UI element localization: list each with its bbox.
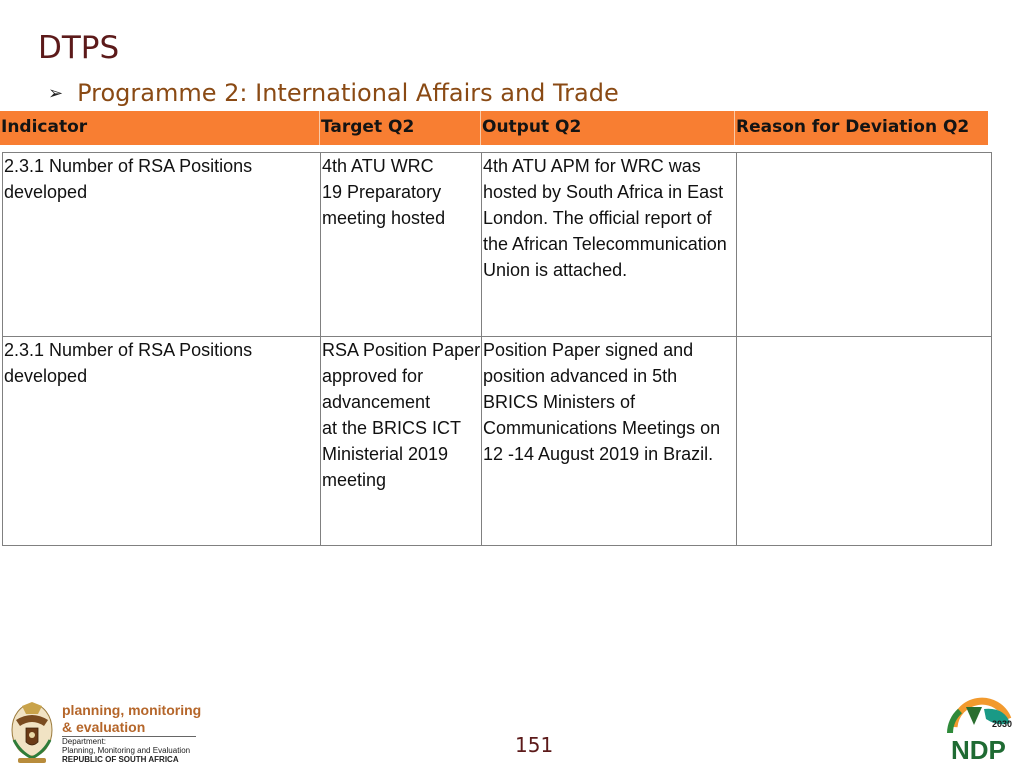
org-line: & evaluation	[62, 719, 146, 735]
dept-line: Department:	[62, 737, 107, 746]
dept-line: REPUBLIC OF SOUTH AFRICA	[62, 755, 179, 764]
ndp-year: 2030	[992, 719, 1013, 729]
department-name	[62, 737, 190, 764]
column-header-target: Target Q2	[320, 111, 481, 145]
table-header-row	[0, 111, 988, 145]
page-number: 151	[515, 733, 554, 757]
target-cell: 4th ATU WRC 19 Preparatory meeting hosted	[321, 153, 482, 337]
table-row	[3, 153, 992, 337]
reason-cell	[737, 153, 992, 337]
arrow-bullet-icon: ➢	[48, 82, 64, 104]
ndp-2030-logo	[946, 697, 1016, 763]
section-subtitle	[48, 79, 619, 107]
reason-cell	[737, 337, 992, 546]
output-cell: 4th ATU APM for WRC was hosted by South Africa in East London. The official report of the African Telecommunication Union is attached.	[482, 153, 737, 337]
indicator-cell: 2.3.1 Number of RSA Positions developed	[3, 153, 321, 337]
indicator-table	[2, 152, 992, 546]
column-header-indicator: Indicator	[0, 111, 320, 145]
dept-line: Planning, Monitoring and Evaluation	[62, 746, 191, 755]
target-cell: RSA Position Paper approved for advancement at the BRICS ICT Ministerial 2019 meeting	[321, 337, 482, 546]
table-row	[3, 337, 992, 546]
organisation-name	[62, 702, 201, 736]
column-header-reason: Reason for Deviation Q2	[736, 117, 970, 137]
subtitle-text: Programme 2: International Affairs and Trade	[77, 79, 619, 107]
ndp-text: NDP	[951, 735, 1006, 763]
org-line: planning, monitoring	[62, 702, 202, 718]
output-cell: Position Paper signed and position advanced in 5th BRICS Ministers of Communications Meetings on 12 -14 August 2019 in Brazil.	[482, 337, 737, 546]
page-title: DTPS	[38, 30, 120, 66]
indicator-cell: 2.3.1 Number of RSA Positions developed	[3, 337, 321, 546]
column-header-output: Output Q2	[481, 111, 735, 145]
